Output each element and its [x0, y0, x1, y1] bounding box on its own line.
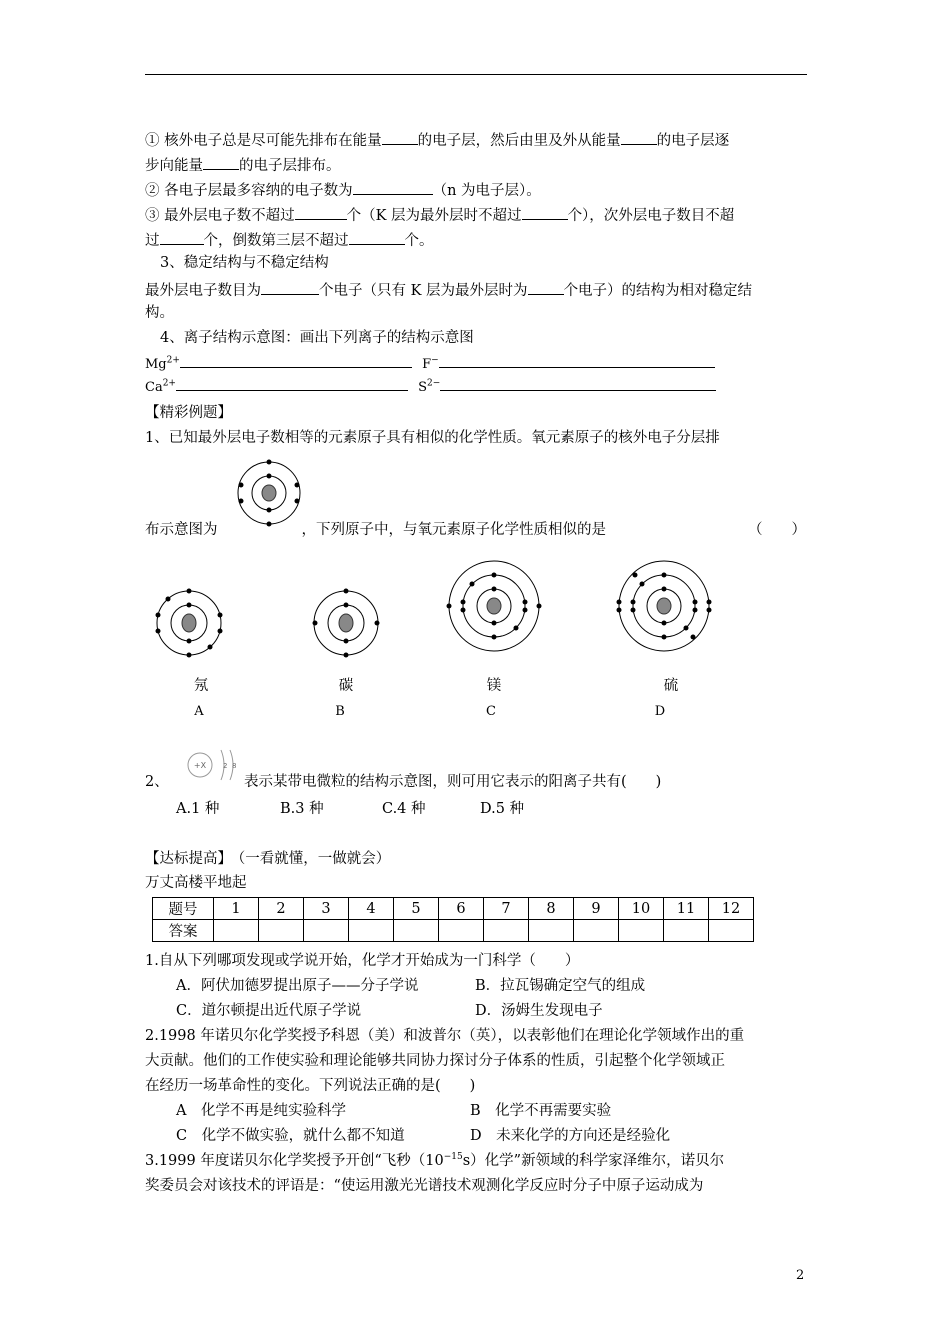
answer-cell[interactable] — [529, 920, 574, 942]
p1-option-c: C．道尔顿提出近代原子学说 — [176, 1003, 362, 1019]
atom-letter-b: B — [335, 704, 345, 719]
answer-cell[interactable] — [394, 920, 439, 942]
answer-cell[interactable] — [349, 920, 394, 942]
question-2-text: 表示某带电微粒的结构示意图，则可用它表示的阳离子共有( ) — [244, 774, 662, 790]
improve-heading: 【达标提高】 （一看就懂，一做就会） — [145, 851, 391, 867]
answer-cell[interactable] — [574, 920, 619, 942]
rule-line-1: ① 核外电子总是尽可能先排布在能量 的电子层，然后由里及外从能量 的电子层逐 — [145, 128, 807, 151]
atom-name-d: 硫 — [663, 678, 679, 694]
page-number: 2 — [796, 1268, 805, 1283]
answer-cell[interactable] — [259, 920, 304, 942]
atom-diagram-neon — [154, 588, 224, 658]
problem-2-line-1: 2.1998 年诺贝尔化学奖授予科恩（美）和波普尔（英），以表彰他们在理论化学领域作出的重 — [145, 1028, 745, 1044]
table-header-label: 题号 — [153, 898, 214, 920]
answer-table — [152, 897, 754, 942]
question-1-line-2: 布示意图为 ，下列原子中，与氧元素原子化学性质相似的是 — [145, 522, 606, 538]
atom-name-c: 镁 — [486, 678, 502, 694]
table-number: 3 — [304, 898, 349, 920]
answer-cell[interactable] — [214, 920, 259, 942]
answer-cell[interactable] — [484, 920, 529, 942]
stable-line-2: 构。 — [145, 305, 174, 321]
svg-text:2: 2 — [223, 762, 228, 770]
svg-text:+X: +X — [193, 761, 207, 770]
problem-2-line-2: 大贡献。他们的工作使实验和理论能够共同协力探讨分子体系的性质，引起整个化学领域正 — [145, 1053, 725, 1069]
rule-line-4: ③ 最外层电子数不超过 个（K 层为最外层时不超过 个），次外层电子数目不超 — [145, 203, 807, 226]
table-number: 8 — [529, 898, 574, 920]
table-number: 7 — [484, 898, 529, 920]
example-heading: 【精彩例题】 — [145, 405, 232, 421]
p1-option-d: D．汤姆生发现电子 — [475, 1003, 603, 1019]
atom-name-a: 氖 — [193, 678, 209, 694]
atom-letter-c: C — [486, 704, 496, 719]
question-1-answer-paren: （ ） — [748, 522, 806, 538]
p1-option-b: B．拉瓦锡确定空气的组成 — [475, 978, 646, 994]
answer-cell[interactable] — [439, 920, 484, 942]
table-number: 1 — [214, 898, 259, 920]
answer-cell[interactable] — [664, 920, 709, 942]
atom-diagram-sulfur — [616, 558, 712, 654]
rule-line-5: 过 个，倒数第三层不超过 个。 — [145, 228, 807, 251]
p2-option-d: D 未来化学的方向还是经验化 — [470, 1128, 671, 1144]
question-2-number: 2、 — [145, 774, 169, 790]
table-number: 11 — [664, 898, 709, 920]
table-number: 12 — [709, 898, 754, 920]
section-3-heading: 3、稳定结构与不稳定结构 — [160, 255, 329, 271]
svg-text:8: 8 — [232, 762, 237, 770]
motto: 万丈高楼平地起 — [145, 875, 247, 891]
problem-1: 1.自从下列哪项发现或学说开始，化学才开始成为一门科学（ ） — [145, 953, 580, 969]
p2-option-b: B 化学不再需要实验 — [470, 1103, 612, 1119]
p1-option-a: A．阿伏加德罗提出原子——分子学说 — [176, 978, 419, 994]
rule-line-3: ② 各电子层最多容纳的电子数为 （n 为电子层）。 — [145, 178, 807, 201]
answer-cell[interactable] — [619, 920, 664, 942]
ion-line-2: $Ca^{2+}$ $S^{2-}$ — [145, 376, 807, 398]
problem-3-line-1: 3.1999 年度诺贝尔化学奖授予开创“飞秒$(10^{-15}s)$化学”新领域的科学家泽维尔，诺贝尔 — [145, 1152, 725, 1169]
atom-name-b: 碳 — [338, 678, 354, 694]
q2-option-a: A.1 种 — [176, 801, 220, 817]
q2-option-c: C.4 种 — [382, 801, 426, 817]
section-4-heading: 4、离子结构示意图：画出下列离子的结构示意图 — [160, 330, 474, 346]
header-rule — [145, 74, 807, 75]
table-number: 9 — [574, 898, 619, 920]
atom-diagram-carbon — [311, 588, 381, 658]
table-answer-label: 答案 — [153, 920, 214, 942]
ion-structure-diagram — [186, 748, 242, 782]
atom-diagram-magnesium — [446, 558, 542, 654]
p2-option-a: A 化学不再是纯实验科学 — [176, 1103, 346, 1119]
table-row — [153, 920, 754, 942]
q2-option-b: B.3 种 — [280, 801, 324, 817]
table-number: 4 — [349, 898, 394, 920]
table-number: 5 — [394, 898, 439, 920]
atom-letter-d: D — [654, 704, 666, 719]
question-1-line-1: 1、已知最外层电子数相等的元素原子具有相似的化学性质。氧元素原子的核外电子分层排 — [145, 430, 720, 446]
problem-3-line-2: 奖委员会对该技术的评语是：“使运用激光光谱技术观测化学反应时分子中原子运动成为 — [145, 1178, 704, 1194]
q2-option-d: D.5 种 — [480, 801, 525, 817]
table-number: 10 — [619, 898, 664, 920]
rule-line-2: 步向能量 的电子层排布。 — [145, 153, 807, 176]
table-row — [153, 898, 754, 920]
answer-cell[interactable] — [304, 920, 349, 942]
problem-2-line-3: 在经历一场革命性的变化。下列说法正确的是( ) — [145, 1078, 476, 1094]
atom-letter-a: A — [194, 704, 204, 719]
answer-cell[interactable] — [709, 920, 754, 942]
p2-option-c: C 化学不做实验，就什么都不知道 — [176, 1128, 405, 1144]
table-number: 6 — [439, 898, 484, 920]
stable-line-1: 最外层电子数目为 个电子（只有 K 层为最外层时为 个电子）的结构为相对稳定结 — [145, 278, 807, 301]
table-number: 2 — [259, 898, 304, 920]
ion-line-1: $Mg^{2+}$ F− — [145, 353, 807, 375]
